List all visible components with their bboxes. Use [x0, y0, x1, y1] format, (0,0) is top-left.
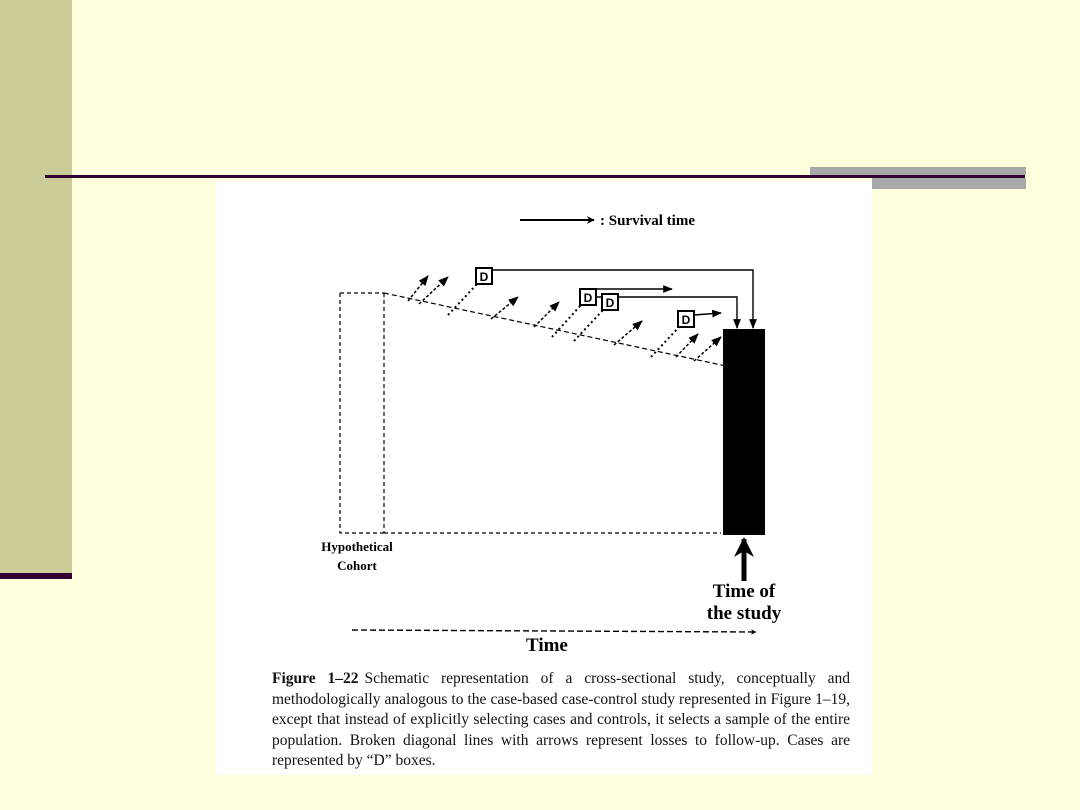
svg-text:D: D [681, 313, 691, 327]
svg-text:D: D [605, 296, 615, 310]
study-time-label-line1: Time of [712, 581, 776, 602]
caption-text: Schematic representation of a cross-sectional study, conceptually and methodologically analogous to the case-based case-control study represented in Figure 1–19, except that instead of explicitly selecting cases and controls, it selects a sample of the entire population. Broken diagonal lines with arrows represent losses to follow-up. Cases are represented by “D” boxes. [272, 670, 850, 769]
hypothetical-cohort-box [340, 293, 721, 533]
time-axis-arrow [352, 630, 756, 632]
loss-to-follow-up-arrows [408, 276, 721, 361]
case-box [476, 268, 492, 284]
case-box [602, 294, 618, 310]
survival-time-lines [492, 270, 753, 328]
cohort-label-line1: Hypothetical [321, 539, 393, 554]
time-axis-label: Time [526, 635, 568, 656]
svg-text:D: D [583, 291, 593, 305]
case-box [580, 289, 596, 305]
study-time-label-line2: the study [706, 603, 782, 624]
figure-caption [272, 669, 850, 772]
legend-label: : Survival time [600, 213, 695, 229]
figure-number: Figure 1–22 [272, 670, 359, 687]
left-band [0, 0, 72, 575]
accent-block-lower [872, 178, 1026, 189]
case-connectors [448, 283, 680, 357]
left-band-rule [0, 573, 72, 579]
study-time-label [694, 581, 794, 625]
accent-block [810, 167, 1026, 175]
figure-scan [216, 181, 872, 775]
study-time-bar [723, 329, 765, 535]
cohort-label-line2: Cohort [337, 558, 377, 573]
svg-text:D: D [479, 270, 489, 284]
cohort-attrition-edge [384, 293, 726, 366]
cohort-label [312, 537, 402, 575]
case-box [678, 311, 694, 327]
